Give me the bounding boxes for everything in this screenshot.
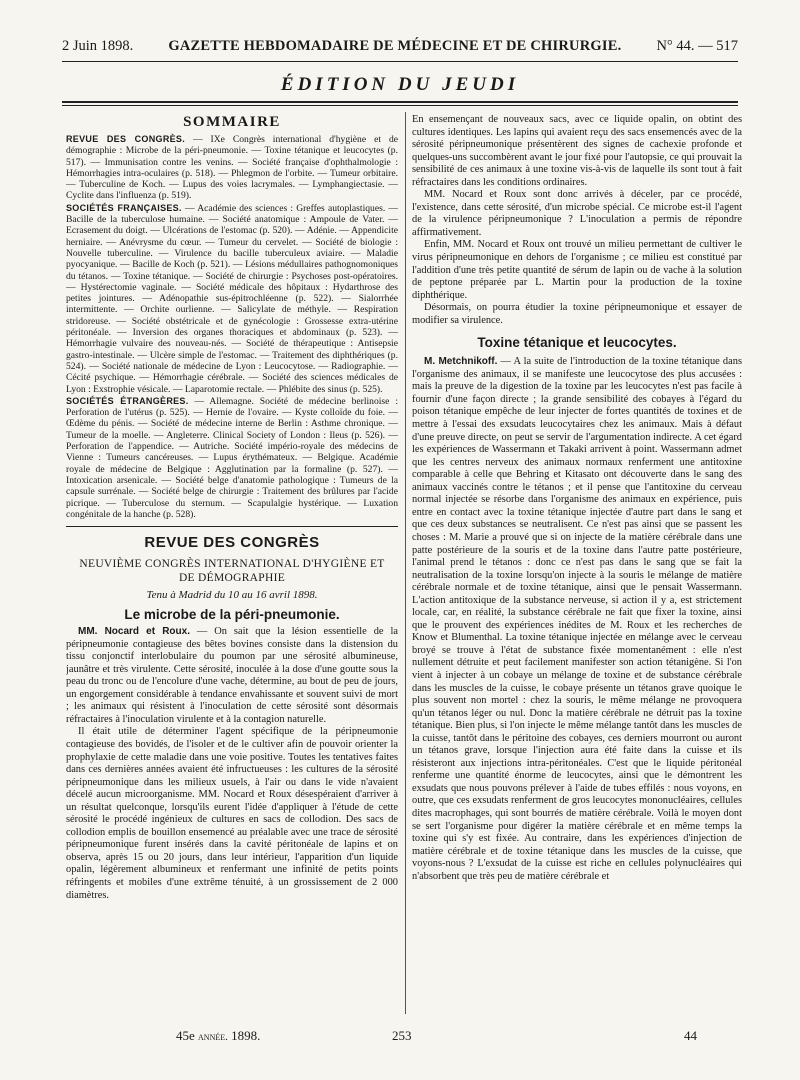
congress-date: Tenu à Madrid du 10 au 16 avril 1898.: [146, 589, 318, 602]
edition-rule-thick: [62, 101, 738, 103]
article-paragraph: Enfin, MM. Nocard et Roux ont trouvé un milieu permettant de cultiver le virus péripneumonique en dehors de l'organisme ; ce milieu est constitué par l'addition d'une très petite quantité de sérum de lapin ou de vache à la solution de peptone préparée par L. Martin pour la production de la toxine diphthérique.: [412, 239, 742, 301]
edition-title: ÉDITION DU JEUDI: [280, 74, 520, 95]
year-label: 45e année. 1898.: [176, 1028, 261, 1043]
sommaire-rule: [66, 526, 398, 527]
sommaire-text: — Académie des sciences : Greffes autoplastiques. — Bacille de la tuberculose humaine. — Société anatomique : Ampoule de Vater. — Ecrasement du doigt. — Ulcérations de l'estomac (p. 520). — Adénie. — Appendicite herniaire. — Anévrysme du cœur. — Tumeur du cervelet. — Société de biologie : Nouvelle tuberculine. — Virulence du bacille tuberculeux aviaire. — Maladie pyocyanique. — Bacille de Koch (p. 521). — Lésions médullaires pathognomoniques du tétanos. — Toxine tétanique. — Société de chirurgie : Psychoses post-opératoires. — Hystérectomie vaginale. — Société médicale des hôpitaux : Hydarthrose des petites jointures. — Adénopathie sus-épitrochléenne (p. 522). — Sialorrhée intermittente. — Orchite ourlienne. — Salicylate de méthyle. — Respiration stridoreuse. — Société obstétricale et de gynécologie : Grossesse extra-utérine péritonéale. — Inversion des organes thoraciques et abdominaux (p. 523). — Hémorrhagie vulvaire des nouveau-nés. — Société de thérapeutique : Antisepsie gastro-intestinale. — Ulcère simple de l'estomac. — Traitement des diphthériques (p. 524). — Société nationale de médecine de Lyon : Leucocytose. — Radiographie. — Cécité psychique. — Hémorrhagie cérébrale. — Société des sciences médicales de Lyon : Exstrophie vésicale. — Laparotomie rectale. — Phlébite des sinus (p. 525).: [66, 202, 398, 395]
article-title-peripneumonie: Le microbe de la péri-pneumonie.: [124, 607, 340, 623]
article-paragraph: MM. Nocard et Roux. — On sait que la lésion essentielle de la péripneumonie contagieuse des bêtes bovines consiste dans la distension du tissu conjonctif interlobulaire du poumon par une sérosité albumineuse, jaunâtre et très virulente. Cette sérosité, inoculée à la dose d'une goutte sous la peau du tronc ou de l'encolure d'une vache, détermine, au bout de peu de jours, un engorgement considérable à tendance envahissante et souvent suivi de mort ; les animaux qui résistent à l'inoculation de cette sérosité sont désormais réfractaires à l'inoculation virulente et à la contagion naturelle.: [66, 626, 398, 725]
sommaire-heading: REVUE DES CONGRÈS.: [66, 134, 186, 144]
header-rule: [62, 61, 738, 62]
journal-title: GAZETTE HEBDOMADAIRE DE MÉDECINE ET DE CHIRURGIE.: [168, 38, 622, 54]
article-author: M. Metchnikoff.: [424, 356, 498, 368]
running-header: [62, 38, 738, 60]
article-paragraph: Désormais, on pourra étudier la toxine péripneumonique et essayer de modifier sa virulence.: [412, 302, 742, 326]
right-column: [412, 114, 742, 1044]
column-divider: [405, 112, 406, 1014]
sommaire-text: — Allemagne. Société de médecine berlinoise : Perforation de l'utérus (p. 525). — Hernie de l'ovaire. — Kyste colloïde du foie. — Œdème du pénis. — Société de médecine interne de Berlin : Asthme chronique. — Tumeur de la moelle. — Angleterre. Clinical Society of London : Ileus (p. 526). — Perforation de l'appendice. — Autriche. Société império-royale des médecins de Vienne : Tumeurs cancéreuses. — Lupus érythémateux. — Belgique. Académie royale de médecine de Belgique : Agglutination par la formaline (p. 527). — Intoxication arsenicale. — Société belge d'anatomie pathologique : Tumeurs de la capsule surrénale. — Société belge de chirurgie : Traitement des brûlures par l'acide picrique. — Tuberculose du sternum. — Scapulalgie hystérique. — Luxation congénitale de la hanche (p. 528).: [66, 395, 398, 520]
sommaire-block: [66, 203, 398, 395]
sommaire-heading: SOCIÉTÉS ÉTRANGÈRES.: [66, 395, 189, 406]
sommaire-title: SOMMAIRE: [183, 114, 281, 130]
sommaire-block: [66, 134, 398, 202]
left-column: [66, 114, 398, 1044]
sommaire-block: [66, 396, 398, 520]
issue-date: 2 Juin 1898.: [62, 38, 134, 54]
article-title-toxine: Toxine tétanique et leucocytes.: [477, 335, 677, 351]
sommaire-text: — IXe Congrès international d'hygiène et de démographie : Microbe de la péri-pneumonie. — Toxine tétanique et leucocytes (p. 517). — Immunisation contre les venins. — Société française d'ophthalmologie : Hémorrhagies intra-oculaires (p. 518). — Phlegmon de l'orbite. — Tumeur orbitaire. — Tuberculine de Koch. — Lupus des voies lacrymales. — Lymphangiectasie. — Cyclite dans l'influenza (p. 519).: [66, 134, 398, 202]
sommaire-heading: SOCIÉTÉS FRANÇAISES.: [66, 202, 182, 213]
issue-page-ref: N° 44. — 517: [656, 38, 738, 54]
sheet-number: 253: [392, 1028, 412, 1043]
signature-mark: 44: [684, 1028, 697, 1043]
article-paragraph: M. Metchnikoff. — A la suite de l'introduction de la toxine tétanique dans l'organisme des animaux, il se manifeste une leucocytose des plus accusées : mais la preuve de la digestion de la toxine par les leucocytes n'est pas facile à fournir d'une façon directe ; la grande sensibilité des cobayes à l'égard du poison tétanique empêche de leur injecter de fortes quantités de toxines et de mettre à l'essai des exsudats leucocytaires chez les animaux. Mais à défaut d'une preuve directe, on peut se servir de l'argumentation indirecte. A cet égard les expériences de Wassermann et Takaki arrivent à point. Wassermann admet que les centres nerveux des animaux normaux renferment une antitoxine comparable à celle que Behring et Kitasato ont découverte dans le sang des animaux vaccinés contre le tétanos ; et il pense que l'antitoxine du cerveau normal injectée se résorbe dans l'organisme des animaux en expérience, puis entre en contact avec la toxine tétanique injectée d'autre part dans le sang et que ces deux substances se neutralisent. Ce n'est pas ainsi que se passent les choses : M. Marie a prouvé que si on injecte de la matière cérébrale dans une patte postérieure de la souris et de la toxine dans l'autre patte postérieure, l'animal prend le tétanos : donc ce n'est pas dans le sang que se fait la neutralisation de la toxine lorsqu'on injecte à la souris le mélange de matière cérébrale normale et de toxine tétanique, ainsi que le pensait Wassermann. L'action antitoxique de la substance nerveuse, si action il y a, est strictement locale, car, en réalité, la substance cérébrale ne fait que fixer la toxine, ainsi que le prouvent des expériences inédites de M. Roux et les recherches de Know et Blumenthal. La toxine tétanique injectée en mélange avec le cerveau broyé se trouve à l'état de substance fixée momentanément : elle n'est nullement détruite et peut facilement manifester son action tétanigène. Si l'on vient à injecter à un cobaye un mélange de toxine et de substance cérébrale dans les muscles de la cuisse, le cobaye présente un tétanos grave quoique le plus souvent non mortel : chez la souris, le même mélange ne provoquera qu'un tétanos léger ou nul. Donc la matière cérébrale ne détruit pas la toxine tétanique. Bien plus, si l'on injecte le même mélange tantôt dans les muscles de la cuisse, tantôt dans le péritoine des cobayes, ces derniers mourront ou auront un tétanos grave, lorsque l'injection aura été faite dans la cuisse et ils résisteront aux injections intra-péritonéales. C'est que le liquide péritonéal renferme une quantité énorme de leucocytes, ainsi que le démontrent les exsudats que nous pouvons prélever à l'aide de tubes effilés : nous voyons, en outre, que ces exsudats renferment de gros leucocytes mononucléaires, cellules dites macrophages, qui sont bourrés de matière cérébrale. Voilà le moyen dont se sert l'organisme pour digérer la matière cérébrale et en même temps la toxine qui s'y est fixée. Au contraire, dans les expériences d'injection de matière cérébrale et de toxine tétanique dans les muscles de la cuisse, que voyons-nous ? L'exsudat de la cuisse est riche en cellules polynucléaires qui n'absorbent que très peu de matière cérébrale et: [412, 356, 742, 882]
article-paragraph: MM. Nocard et Roux sont donc arrivés à déceler, par ce procédé, l'existence, dans cette sérosité, d'un microbe spécial. Ce microbe est-il l'agent de la virulence péripneumonique ? L'inoculation a permis de répondre affirmativement.: [412, 189, 742, 238]
article-paragraph: Il était utile de déterminer l'agent spécifique de la péripneumonie contagieuse des bovidés, de l'isoler et de le cultiver afin de pouvoir orienter la prophylaxie de cette maladie dans une voie positive. Toutes les tentatives faites dans ces dernières années avaient été infructueuses : les cultures de la sérosité péripneumonique dans les milieux usuels, à l'air ou dans le vide n'avaient décelé aucun microorganisme. MM. Nocard et Roux désespéraient d'arriver à un résultat quelconque, lorsqu'ils eurent l'idée d'appliquer à l'étude de cette sérosité le procédé ingénieux de cultures en sacs de collodion. Des sacs de collodion emplis de bouillon ensemencé au préalable avec une trace de sérosité péripneumonique furent insérés dans la cavité péritonéale de lapins et on observa, après 15 ou 20 jours, dans leur intérieur, l'apparition d'un liquide opalin, légèrement albumineux et renfermant une infinité de petits points réfringents et mobiles d'une extrême ténuité, à un grossissement de 2 000 diamètres.: [66, 726, 398, 901]
section-title: REVUE DES CONGRÈS: [144, 534, 320, 552]
congress-title-line1: NEUVIÈME CONGRÈS INTERNATIONAL D'HYGIÈNE ET: [79, 558, 385, 571]
congress-title-line2: DE DÉMOGRAPHIE: [178, 572, 286, 585]
article-paragraph: En ensemençant de nouveaux sacs, avec ce liquide opalin, on obtint des cultures identiques. Les lapins qui avaient reçu des sacs ensemencés avec de la sérosité péripneumonique présentèrent des signes de cachexie profonde et quelques-uns succombèrent avant le jour fixé pour l'autopsie, ce qui prouvait la sensibilité de ces animaux à une toxine vis-à-vis de laquelle ils sont tout à fait réfractaires dans les conditions ordinaires.: [412, 114, 742, 188]
edition-rule-thin: [62, 105, 738, 106]
article-author: MM. Nocard et Roux.: [78, 626, 190, 638]
page-footer: [0, 1028, 800, 1046]
